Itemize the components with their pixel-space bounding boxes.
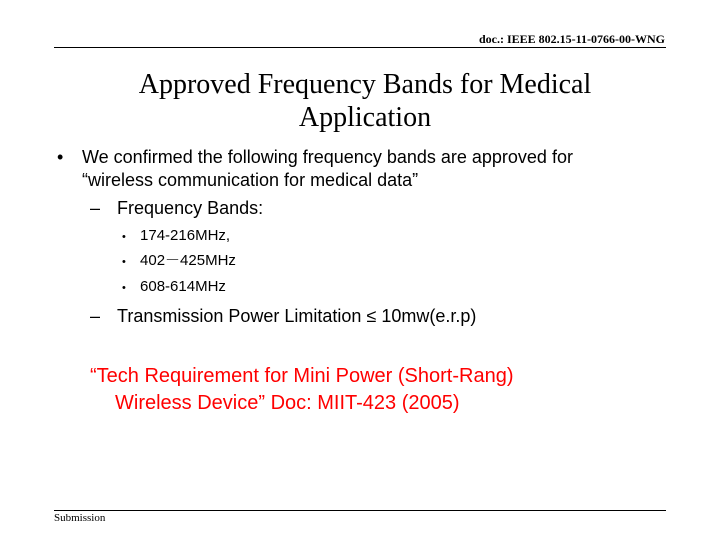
- header-rule: [54, 47, 666, 48]
- footer-submission-label: Submission: [54, 512, 106, 524]
- regulation-reference: [90, 363, 650, 417]
- sub-bullet-power-limitation: [90, 305, 476, 328]
- footer-rule: [54, 510, 666, 511]
- band-item-text: 402－425MHz: [140, 252, 236, 269]
- slide-title-line-1: Approved Frequency Bands for Medical: [138, 69, 592, 100]
- regulation-reference-line-2: Wireless Device” Doc: MIIT-423 (2005): [115, 392, 460, 414]
- sub-bullet-frequency-bands-text: Frequency Bands:: [117, 198, 264, 218]
- main-bullet-line-1: We confirmed the following frequency bands are approved for: [82, 147, 573, 167]
- band-item: [122, 251, 236, 272]
- regulation-reference-line-1: “Tech Requirement for Mini Power (Short-Rang): [90, 365, 514, 387]
- dash-mark: –: [90, 306, 101, 326]
- sub-bullet-power-limitation-text: Transmission Power Limitation ≤ 10mw(e.r.p): [117, 306, 477, 326]
- slide-title: [110, 68, 620, 134]
- main-bullet-line-2: “wireless communication for medical data”: [82, 170, 419, 190]
- dash-mark: –: [90, 198, 101, 218]
- band-item-text: 174-216MHz,: [140, 227, 231, 244]
- band-item: [122, 226, 230, 247]
- bullet-mark: •: [122, 282, 126, 294]
- band-item: [122, 277, 226, 298]
- sub-bullet-frequency-bands: [90, 197, 263, 220]
- bullet-mark: •: [122, 231, 126, 243]
- slide-title-line-2: Application: [298, 102, 432, 133]
- band-item-text: 608-614MHz: [140, 278, 226, 295]
- bullet-mark: •: [57, 147, 64, 167]
- main-bullet-text: [82, 146, 662, 192]
- document-id: doc.: IEEE 802.15-11-0766-00-WNG: [479, 32, 665, 46]
- bullet-mark: •: [122, 256, 126, 268]
